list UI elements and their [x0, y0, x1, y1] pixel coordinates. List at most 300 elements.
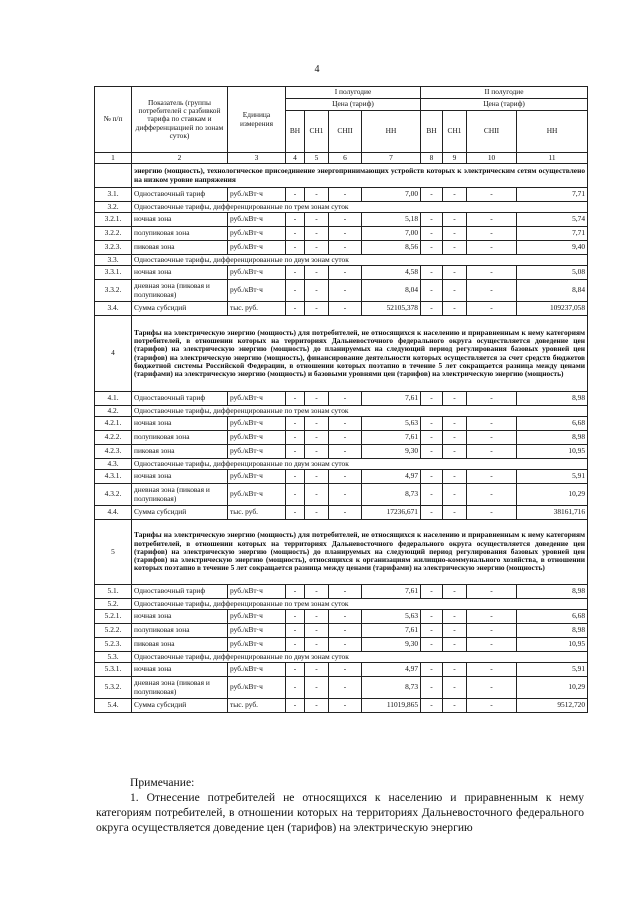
value-cell: -: [421, 431, 443, 445]
value-cell: 7,61: [362, 431, 421, 445]
value-cell: -: [329, 470, 362, 484]
note: [96, 775, 584, 835]
row-number: 3.3.2.: [95, 280, 132, 302]
value-cell: -: [329, 302, 362, 316]
table-row: [95, 677, 588, 699]
value-cell: -: [467, 470, 517, 484]
row-number: 5.3.2.: [95, 677, 132, 699]
header-indicator: Показатель (группы потребителей с разбивкой тарифа по ставкам и дифференциацией по зонам суток): [132, 87, 228, 153]
row-unit: руб./кВт·ч: [228, 266, 286, 280]
value-cell: 5,18: [362, 213, 421, 227]
row-unit: руб./кВт·ч: [228, 445, 286, 459]
value-cell: 8,98: [517, 585, 588, 599]
row-unit: тыс. руб.: [228, 506, 286, 520]
value-cell: -: [421, 638, 443, 652]
value-cell: -: [286, 470, 305, 484]
value-cell: 7,61: [362, 585, 421, 599]
value-cell: -: [443, 638, 467, 652]
row-label: Сумма субсидий: [132, 506, 228, 520]
table-row: [95, 470, 588, 484]
row-number: 3.4.: [95, 302, 132, 316]
row-label: Одноставочный тариф: [132, 585, 228, 599]
value-cell: -: [443, 663, 467, 677]
table-row: [95, 417, 588, 431]
value-cell: -: [329, 188, 362, 202]
value-cell: -: [467, 213, 517, 227]
value-cell: -: [421, 677, 443, 699]
value-cell: -: [467, 280, 517, 302]
value-cell: 5,91: [517, 470, 588, 484]
value-cell: -: [443, 677, 467, 699]
row-number: 4.3.2.: [95, 484, 132, 506]
column-number: 10: [467, 153, 517, 164]
value-cell: -: [286, 302, 305, 316]
value-cell: -: [467, 392, 517, 406]
value-cell: 8,73: [362, 677, 421, 699]
table-row: [95, 506, 588, 520]
value-cell: -: [443, 188, 467, 202]
value-cell: -: [286, 610, 305, 624]
row-unit: руб./кВт·ч: [228, 417, 286, 431]
value-cell: -: [443, 241, 467, 255]
row-number: 5.3.: [95, 652, 132, 663]
subgroup-label: Одноставочные тарифы, дифференцированные по двум зонам суток: [132, 255, 588, 266]
header-unit: Единица измерения: [228, 87, 286, 153]
value-cell: 7,71: [517, 188, 588, 202]
value-cell: 8,56: [362, 241, 421, 255]
value-cell: -: [305, 302, 329, 316]
value-cell: 8,73: [362, 484, 421, 506]
value-cell: -: [286, 266, 305, 280]
row-label: пиковая зона: [132, 445, 228, 459]
table-row: [95, 699, 588, 713]
subgroup-label: Одноставочные тарифы, дифференцированные по трем зонам суток: [132, 202, 588, 213]
value-cell: 5,08: [517, 266, 588, 280]
value-cell: -: [467, 677, 517, 699]
row-label: ночная зона: [132, 610, 228, 624]
value-cell: -: [286, 431, 305, 445]
header-voltage: НН: [517, 111, 588, 153]
table-row: [95, 255, 588, 266]
header-price-1: Цена (тариф): [286, 99, 421, 111]
value-cell: -: [286, 699, 305, 713]
value-cell: 17236,671: [362, 506, 421, 520]
row-unit: руб./кВт·ч: [228, 213, 286, 227]
row-number: 3.3.1.: [95, 266, 132, 280]
table-row: [95, 585, 588, 599]
header-voltage: СНII: [467, 111, 517, 153]
value-cell: -: [329, 610, 362, 624]
value-cell: -: [467, 699, 517, 713]
table-row: [95, 638, 588, 652]
value-cell: -: [286, 677, 305, 699]
subgroup-label: Одноставочные тарифы, дифференцированные по двум зонам суток: [132, 459, 588, 470]
value-cell: -: [329, 445, 362, 459]
table-row: [95, 188, 588, 202]
table-row: [95, 241, 588, 255]
value-cell: 5,91: [517, 663, 588, 677]
value-cell: 10,95: [517, 638, 588, 652]
value-cell: -: [329, 392, 362, 406]
row-label: Сумма субсидий: [132, 699, 228, 713]
value-cell: -: [467, 417, 517, 431]
value-cell: -: [286, 663, 305, 677]
row-unit: руб./кВт·ч: [228, 188, 286, 202]
value-cell: -: [467, 188, 517, 202]
row-number: 4.2.: [95, 406, 132, 417]
row-number: 5.4.: [95, 699, 132, 713]
value-cell: -: [421, 470, 443, 484]
header-voltage: НН: [362, 111, 421, 153]
value-cell: 7,61: [362, 624, 421, 638]
column-number: 1: [95, 153, 132, 164]
row-label: полупиковая зона: [132, 431, 228, 445]
value-cell: -: [329, 227, 362, 241]
row-unit: руб./кВт·ч: [228, 585, 286, 599]
value-cell: 7,61: [362, 392, 421, 406]
value-cell: -: [286, 188, 305, 202]
row-number: 3.2.3.: [95, 241, 132, 255]
row-number: 4.2.3.: [95, 445, 132, 459]
value-cell: -: [305, 585, 329, 599]
value-cell: -: [443, 431, 467, 445]
value-cell: -: [305, 699, 329, 713]
row-unit: руб./кВт·ч: [228, 470, 286, 484]
row-unit: руб./кВт·ч: [228, 624, 286, 638]
value-cell: -: [286, 213, 305, 227]
value-cell: -: [421, 213, 443, 227]
subgroup-label: Одноставочные тарифы, дифференцированные по трем зонам суток: [132, 599, 588, 610]
subgroup-label: Одноставочные тарифы, дифференцированные по трем зонам суток: [132, 406, 588, 417]
value-cell: 7,71: [517, 227, 588, 241]
row-label: дневная зона (пиковая и полупиковая): [132, 484, 228, 506]
row-label: ночная зона: [132, 266, 228, 280]
value-cell: 9,30: [362, 638, 421, 652]
row-number: 3.2.2.: [95, 227, 132, 241]
value-cell: -: [329, 213, 362, 227]
value-cell: -: [443, 445, 467, 459]
row-number: 4.2.1.: [95, 417, 132, 431]
table-row: [95, 599, 588, 610]
row-number: 5.2.1.: [95, 610, 132, 624]
value-cell: -: [443, 302, 467, 316]
value-cell: 4,97: [362, 663, 421, 677]
value-cell: -: [329, 241, 362, 255]
value-cell: 109237,058: [517, 302, 588, 316]
row-number: 5.1.: [95, 585, 132, 599]
value-cell: -: [421, 484, 443, 506]
value-cell: -: [286, 227, 305, 241]
value-cell: -: [467, 484, 517, 506]
section-number: 5: [95, 520, 132, 585]
value-cell: 8,98: [517, 392, 588, 406]
value-cell: -: [421, 417, 443, 431]
row-number: 4.3.: [95, 459, 132, 470]
table-row: [95, 459, 588, 470]
value-cell: -: [305, 213, 329, 227]
row-label: ночная зона: [132, 470, 228, 484]
header-num: № п/п: [95, 87, 132, 153]
value-cell: 38161,716: [517, 506, 588, 520]
header-price-2: Цена (тариф): [421, 99, 588, 111]
table-row: [95, 406, 588, 417]
value-cell: -: [467, 266, 517, 280]
value-cell: -: [305, 227, 329, 241]
header-half-1: I полугодие: [286, 87, 421, 99]
value-cell: -: [286, 585, 305, 599]
header-voltage: СН1: [443, 111, 467, 153]
value-cell: -: [421, 699, 443, 713]
value-cell: -: [305, 624, 329, 638]
row-number: 5.2.3.: [95, 638, 132, 652]
value-cell: -: [443, 610, 467, 624]
row-label: пиковая зона: [132, 638, 228, 652]
row-unit: руб./кВт·ч: [228, 241, 286, 255]
value-cell: -: [286, 392, 305, 406]
value-cell: -: [467, 227, 517, 241]
page-number: 4: [314, 64, 320, 75]
row-unit: руб./кВт·ч: [228, 280, 286, 302]
empty-cell: [95, 164, 132, 188]
value-cell: 11019,865: [362, 699, 421, 713]
value-cell: -: [305, 610, 329, 624]
table-row: [95, 484, 588, 506]
value-cell: -: [305, 484, 329, 506]
table-row: [95, 610, 588, 624]
value-cell: -: [467, 624, 517, 638]
row-label: Одноставочный тариф: [132, 188, 228, 202]
value-cell: 9,40: [517, 241, 588, 255]
row-unit: руб./кВт·ч: [228, 638, 286, 652]
value-cell: -: [329, 624, 362, 638]
value-cell: -: [329, 677, 362, 699]
value-cell: -: [443, 624, 467, 638]
value-cell: -: [421, 624, 443, 638]
row-unit: руб./кВт·ч: [228, 610, 286, 624]
value-cell: -: [286, 506, 305, 520]
value-cell: -: [467, 610, 517, 624]
value-cell: -: [421, 302, 443, 316]
column-number: 9: [443, 153, 467, 164]
table-row: [95, 431, 588, 445]
value-cell: -: [286, 445, 305, 459]
value-cell: -: [329, 699, 362, 713]
value-cell: 9,30: [362, 445, 421, 459]
table-row: [95, 213, 588, 227]
value-cell: -: [421, 585, 443, 599]
header-voltage: ВН: [286, 111, 305, 153]
header-voltage: ВН: [421, 111, 443, 153]
value-cell: -: [329, 417, 362, 431]
row-label: ночная зона: [132, 213, 228, 227]
row-number: 5.3.1.: [95, 663, 132, 677]
value-cell: -: [305, 392, 329, 406]
section-number: 4: [95, 316, 132, 392]
value-cell: -: [305, 638, 329, 652]
value-cell: 6,68: [517, 417, 588, 431]
value-cell: -: [421, 610, 443, 624]
value-cell: -: [305, 241, 329, 255]
note-title: Примечание:: [130, 776, 195, 789]
table-row: [95, 227, 588, 241]
column-number: 5: [305, 153, 329, 164]
value-cell: -: [286, 417, 305, 431]
column-number: 2: [132, 153, 228, 164]
value-cell: -: [305, 677, 329, 699]
row-number: 3.3.: [95, 255, 132, 266]
header-half-2: II полугодие: [421, 87, 588, 99]
row-label: ночная зона: [132, 663, 228, 677]
value-cell: -: [329, 266, 362, 280]
value-cell: -: [286, 638, 305, 652]
value-cell: -: [421, 280, 443, 302]
value-cell: 6,68: [517, 610, 588, 624]
column-number: 11: [517, 153, 588, 164]
table-row: [95, 663, 588, 677]
row-unit: руб./кВт·ч: [228, 392, 286, 406]
header-voltage: СН1: [305, 111, 329, 153]
value-cell: -: [421, 227, 443, 241]
column-number: 4: [286, 153, 305, 164]
value-cell: 7,00: [362, 188, 421, 202]
value-cell: -: [329, 484, 362, 506]
value-cell: -: [467, 585, 517, 599]
row-unit: руб./кВт·ч: [228, 227, 286, 241]
value-cell: -: [443, 227, 467, 241]
row-unit: руб./кВт·ч: [228, 431, 286, 445]
value-cell: 10,29: [517, 677, 588, 699]
column-number: 8: [421, 153, 443, 164]
row-label: ночная зона: [132, 417, 228, 431]
value-cell: -: [329, 506, 362, 520]
table-row: [95, 202, 588, 213]
value-cell: 4,97: [362, 470, 421, 484]
table-row: [95, 316, 588, 392]
value-cell: -: [329, 431, 362, 445]
row-number: 4.3.1.: [95, 470, 132, 484]
value-cell: -: [305, 663, 329, 677]
table-row: [95, 652, 588, 663]
value-cell: 52105,378: [362, 302, 421, 316]
value-cell: -: [421, 506, 443, 520]
section-heading: Тарифы на электрическую энергию (мощность) для потребителей, не относящихся к населению и приравненным к нему категориям потребителей, в отношении которых на территориях Дальневосточного федерального округа осуществляется доведение цен (тарифов) на электрическую энергию (мощность) до планируемых на следующий период регулирования базовых уровней цен (тарифов) на электрическую энергию (мощность), финансирование деятельности которых осуществляется за счет средств бюджетов бюджетной системы Российской Федерации, в отношении которых поэтапно в течение 5 лет сокращается разница между ценами (тарифами) на электрическую энергию (мощность) и базовыми уровнями цен (тарифов) на электрическую энергию (мощность): [132, 316, 588, 392]
row-label: Сумма субсидий: [132, 302, 228, 316]
value-cell: -: [305, 431, 329, 445]
value-cell: -: [443, 470, 467, 484]
value-cell: -: [443, 484, 467, 506]
value-cell: -: [305, 266, 329, 280]
value-cell: -: [329, 280, 362, 302]
value-cell: -: [305, 445, 329, 459]
section-3-continuation: энергию (мощность), технологическое присоединение энергопринимающих устройств которых к электрическим сетям осуществлено на низком уровне напряжения: [132, 164, 588, 188]
row-unit: руб./кВт·ч: [228, 677, 286, 699]
value-cell: -: [305, 188, 329, 202]
row-label: полупиковая зона: [132, 227, 228, 241]
subgroup-label: Одноставочные тарифы, дифференцированные по двум зонам суток: [132, 652, 588, 663]
value-cell: -: [286, 484, 305, 506]
row-number: 4.4.: [95, 506, 132, 520]
section-heading: Тарифы на электрическую энергию (мощность) для потребителей, не относящихся к населению и приравненным к нему категориям потребителей, в отношении которых на территориях Дальневосточного федерального округа осуществляется доведение цен (тарифов) на электрическую энергию (мощность) до планируемых на следующий период регулирования базовых уровней цен (тарифов) на электрическую энергию (мощность), относящихся к организациям жилищно-коммунального хозяйства, в отношении которых поэтапно в течение 5 лет сокращается разница между ценами (тарифами) на электрическую энергию (мощность): [132, 520, 588, 585]
value-cell: -: [421, 188, 443, 202]
value-cell: -: [421, 392, 443, 406]
table-row: [95, 266, 588, 280]
column-number: 7: [362, 153, 421, 164]
row-number: 5.2.: [95, 599, 132, 610]
table-row: [95, 445, 588, 459]
value-cell: -: [467, 638, 517, 652]
row-number: 3.1.: [95, 188, 132, 202]
row-label: дневная зона (пиковая и полупиковая): [132, 280, 228, 302]
value-cell: -: [467, 506, 517, 520]
value-cell: 8,04: [362, 280, 421, 302]
value-cell: -: [467, 241, 517, 255]
row-label: полупиковая зона: [132, 624, 228, 638]
row-number: 4.1.: [95, 392, 132, 406]
value-cell: 10,29: [517, 484, 588, 506]
value-cell: 4,58: [362, 266, 421, 280]
table-row: [95, 392, 588, 406]
value-cell: -: [286, 241, 305, 255]
value-cell: 5,74: [517, 213, 588, 227]
row-number: 3.2.1.: [95, 213, 132, 227]
value-cell: 8,84: [517, 280, 588, 302]
value-cell: 7,00: [362, 227, 421, 241]
tariff-table: [94, 86, 588, 713]
value-cell: 9512,720: [517, 699, 588, 713]
value-cell: -: [467, 302, 517, 316]
value-cell: -: [443, 417, 467, 431]
value-cell: -: [305, 417, 329, 431]
value-cell: -: [329, 663, 362, 677]
value-cell: -: [467, 663, 517, 677]
value-cell: -: [443, 506, 467, 520]
table-row: [95, 624, 588, 638]
row-number: 3.2.: [95, 202, 132, 213]
value-cell: -: [305, 470, 329, 484]
value-cell: -: [421, 241, 443, 255]
value-cell: -: [443, 213, 467, 227]
value-cell: -: [286, 280, 305, 302]
table-row: [95, 302, 588, 316]
column-number: 6: [329, 153, 362, 164]
value-cell: -: [329, 585, 362, 599]
value-cell: -: [443, 266, 467, 280]
row-unit: руб./кВт·ч: [228, 484, 286, 506]
row-unit: тыс. руб.: [228, 699, 286, 713]
value-cell: -: [305, 506, 329, 520]
value-cell: 8,98: [517, 624, 588, 638]
row-unit: руб./кВт·ч: [228, 663, 286, 677]
value-cell: 8,98: [517, 431, 588, 445]
row-unit: тыс. руб.: [228, 302, 286, 316]
row-number: 4.2.2.: [95, 431, 132, 445]
table-row: [95, 280, 588, 302]
value-cell: -: [467, 431, 517, 445]
value-cell: 5,63: [362, 417, 421, 431]
column-number: 3: [228, 153, 286, 164]
row-label: Одноставочный тариф: [132, 392, 228, 406]
value-cell: 10,95: [517, 445, 588, 459]
value-cell: -: [421, 266, 443, 280]
value-cell: -: [443, 280, 467, 302]
value-cell: -: [443, 392, 467, 406]
value-cell: -: [443, 585, 467, 599]
value-cell: -: [443, 699, 467, 713]
value-cell: 5,63: [362, 610, 421, 624]
row-label: дневная зона (пиковая и полупиковая): [132, 677, 228, 699]
value-cell: -: [467, 445, 517, 459]
value-cell: -: [421, 445, 443, 459]
